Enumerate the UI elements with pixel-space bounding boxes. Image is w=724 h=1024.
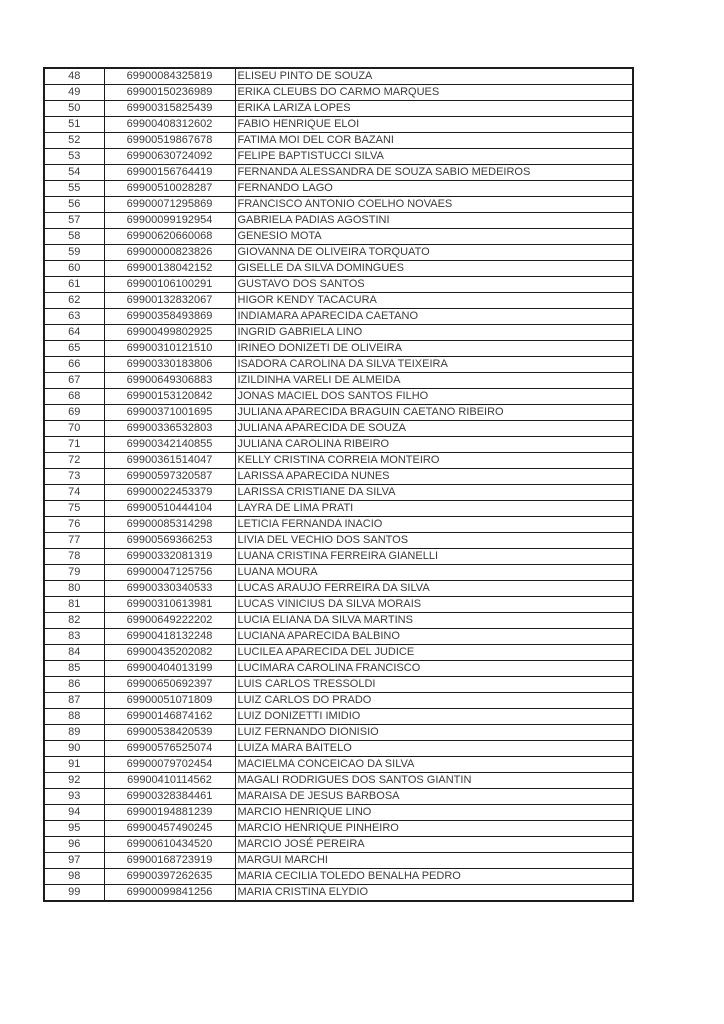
person-name-cell: ERIKA LARIZA LOPES xyxy=(235,101,633,117)
registration-id-cell: 69900435202082 xyxy=(104,645,235,661)
table-row xyxy=(44,629,633,645)
table-row xyxy=(44,885,633,902)
registration-id-cell: 69900418132248 xyxy=(104,629,235,645)
registration-id-cell: 69900330183806 xyxy=(104,357,235,373)
person-name-cell: LUCIMARA CAROLINA FRANCISCO xyxy=(235,661,633,677)
row-number-cell: 62 xyxy=(44,293,104,309)
row-number-cell: 96 xyxy=(44,837,104,853)
row-number-cell: 63 xyxy=(44,309,104,325)
row-number-cell: 87 xyxy=(44,693,104,709)
person-name-cell: MARCIO HENRIQUE LINO xyxy=(235,805,633,821)
person-name-cell: LAYRA DE LIMA PRATI xyxy=(235,501,633,517)
table-row xyxy=(44,853,633,869)
table-row xyxy=(44,277,633,293)
row-number-cell: 85 xyxy=(44,661,104,677)
registration-id-cell: 69900315825439 xyxy=(104,101,235,117)
person-name-cell: MARIA CRISTINA ELYDIO xyxy=(235,885,633,902)
table-row xyxy=(44,453,633,469)
table-row xyxy=(44,485,633,501)
registration-id-cell: 69900569366253 xyxy=(104,533,235,549)
person-name-cell: LUANA MOURA xyxy=(235,565,633,581)
table-row xyxy=(44,645,633,661)
registration-id-cell: 69900022453379 xyxy=(104,485,235,501)
table-row xyxy=(44,229,633,245)
person-name-cell: LUCILEA APARECIDA DEL JUDICE xyxy=(235,645,633,661)
table-row xyxy=(44,405,633,421)
registration-id-cell: 69900156764419 xyxy=(104,165,235,181)
person-name-cell: MARGUI MARCHI xyxy=(235,853,633,869)
registration-id-cell: 69900168723919 xyxy=(104,853,235,869)
person-name-cell: GIOVANNA DE OLIVEIRA TORQUATO xyxy=(235,245,633,261)
name-list-table xyxy=(43,67,634,902)
registration-id-cell: 69900510028287 xyxy=(104,181,235,197)
table-row xyxy=(44,85,633,101)
row-number-cell: 82 xyxy=(44,613,104,629)
registration-id-cell: 69900047125756 xyxy=(104,565,235,581)
person-name-cell: LUIZ CARLOS DO PRADO xyxy=(235,693,633,709)
row-number-cell: 75 xyxy=(44,501,104,517)
person-name-cell: LARISSA CRISTIANE DA SILVA xyxy=(235,485,633,501)
registration-id-cell: 69900620660068 xyxy=(104,229,235,245)
table-row xyxy=(44,789,633,805)
registration-id-cell: 69900138042152 xyxy=(104,261,235,277)
table-row xyxy=(44,805,633,821)
person-name-cell: JULIANA APARECIDA BRAGUIN CAETANO RIBEIRO xyxy=(235,405,633,421)
row-number-cell: 99 xyxy=(44,885,104,902)
row-number-cell: 66 xyxy=(44,357,104,373)
registration-id-cell: 69900330340533 xyxy=(104,581,235,597)
row-number-cell: 59 xyxy=(44,245,104,261)
table-row xyxy=(44,773,633,789)
registration-id-cell: 69900153120842 xyxy=(104,389,235,405)
row-number-cell: 51 xyxy=(44,117,104,133)
table-row xyxy=(44,677,633,693)
registration-id-cell: 69900099192954 xyxy=(104,213,235,229)
person-name-cell: LUIZ FERNANDO DIONISIO xyxy=(235,725,633,741)
registration-id-cell: 69900310613981 xyxy=(104,597,235,613)
person-name-cell: INGRID GABRIELA LINO xyxy=(235,325,633,341)
row-number-cell: 92 xyxy=(44,773,104,789)
person-name-cell: LUCAS ARAUJO FERREIRA DA SILVA xyxy=(235,581,633,597)
row-number-cell: 77 xyxy=(44,533,104,549)
person-name-cell: KELLY CRISTINA CORREIA MONTEIRO xyxy=(235,453,633,469)
registration-id-cell: 69900132832067 xyxy=(104,293,235,309)
row-number-cell: 61 xyxy=(44,277,104,293)
registration-id-cell: 69900597320587 xyxy=(104,469,235,485)
person-name-cell: LUCIA ELIANA DA SILVA MARTINS xyxy=(235,613,633,629)
registration-id-cell: 69900576525074 xyxy=(104,741,235,757)
registration-id-cell: 69900519867678 xyxy=(104,133,235,149)
registration-id-cell: 69900361514047 xyxy=(104,453,235,469)
table-row xyxy=(44,597,633,613)
registration-id-cell: 69900358493869 xyxy=(104,309,235,325)
person-name-cell: GENESIO MOTA xyxy=(235,229,633,245)
table-row xyxy=(44,581,633,597)
person-name-cell: MARCIO HENRIQUE PINHEIRO xyxy=(235,821,633,837)
table-row xyxy=(44,341,633,357)
row-number-cell: 95 xyxy=(44,821,104,837)
registration-id-cell: 69900084325819 xyxy=(104,68,235,85)
registration-id-cell: 69900649306883 xyxy=(104,373,235,389)
person-name-cell: LETICIA FERNANDA INACIO xyxy=(235,517,633,533)
registration-id-cell: 69900085314298 xyxy=(104,517,235,533)
table-row xyxy=(44,741,633,757)
person-name-cell: FABIO HENRIQUE ELOI xyxy=(235,117,633,133)
person-name-cell: GUSTAVO DOS SANTOS xyxy=(235,277,633,293)
row-number-cell: 53 xyxy=(44,149,104,165)
registration-id-cell: 69900051071809 xyxy=(104,693,235,709)
table-row xyxy=(44,469,633,485)
table-row xyxy=(44,869,633,885)
person-name-cell: LUCIANA APARECIDA BALBINO xyxy=(235,629,633,645)
name-list-table-body xyxy=(44,68,633,901)
person-name-cell: LUIZA MARA BAITELO xyxy=(235,741,633,757)
table-row xyxy=(44,725,633,741)
person-name-cell: MAGALI RODRIGUES DOS SANTOS GIANTIN xyxy=(235,773,633,789)
row-number-cell: 57 xyxy=(44,213,104,229)
row-number-cell: 69 xyxy=(44,405,104,421)
person-name-cell: FELIPE BAPTISTUCCI SILVA xyxy=(235,149,633,165)
row-number-cell: 76 xyxy=(44,517,104,533)
registration-id-cell: 69900194881239 xyxy=(104,805,235,821)
row-number-cell: 78 xyxy=(44,549,104,565)
person-name-cell: IZILDINHA VARELI DE ALMEIDA xyxy=(235,373,633,389)
row-number-cell: 52 xyxy=(44,133,104,149)
registration-id-cell: 69900410114562 xyxy=(104,773,235,789)
table-row xyxy=(44,245,633,261)
registration-id-cell: 69900408312602 xyxy=(104,117,235,133)
registration-id-cell: 69900630724092 xyxy=(104,149,235,165)
table-row xyxy=(44,565,633,581)
table-row xyxy=(44,165,633,181)
table-row xyxy=(44,309,633,325)
person-name-cell: MACIELMA CONCEICAO DA SILVA xyxy=(235,757,633,773)
registration-id-cell: 69900457490245 xyxy=(104,821,235,837)
table-row xyxy=(44,261,633,277)
person-name-cell: ELISEU PINTO DE SOUZA xyxy=(235,68,633,85)
person-name-cell: LUCAS VINICIUS DA SILVA MORAIS xyxy=(235,597,633,613)
table-row xyxy=(44,501,633,517)
registration-id-cell: 69900150236989 xyxy=(104,85,235,101)
row-number-cell: 68 xyxy=(44,389,104,405)
registration-id-cell: 69900099841256 xyxy=(104,885,235,902)
row-number-cell: 80 xyxy=(44,581,104,597)
registration-id-cell: 69900079702454 xyxy=(104,757,235,773)
table-row xyxy=(44,613,633,629)
table-row xyxy=(44,837,633,853)
registration-id-cell: 69900649222202 xyxy=(104,613,235,629)
row-number-cell: 64 xyxy=(44,325,104,341)
person-name-cell: INDIAMARA APARECIDA CAETANO xyxy=(235,309,633,325)
registration-id-cell: 69900397262635 xyxy=(104,869,235,885)
registration-id-cell: 69900538420539 xyxy=(104,725,235,741)
table-row xyxy=(44,149,633,165)
table-row xyxy=(44,709,633,725)
table-row xyxy=(44,389,633,405)
registration-id-cell: 69900106100291 xyxy=(104,277,235,293)
row-number-cell: 56 xyxy=(44,197,104,213)
row-number-cell: 91 xyxy=(44,757,104,773)
table-row xyxy=(44,117,633,133)
table-row xyxy=(44,197,633,213)
table-row xyxy=(44,133,633,149)
row-number-cell: 97 xyxy=(44,853,104,869)
table-row xyxy=(44,661,633,677)
registration-id-cell: 69900499802925 xyxy=(104,325,235,341)
registration-id-cell: 69900000823826 xyxy=(104,245,235,261)
person-name-cell: LUIS CARLOS TRESSOLDI xyxy=(235,677,633,693)
person-name-cell: FERNANDO LAGO xyxy=(235,181,633,197)
row-number-cell: 83 xyxy=(44,629,104,645)
row-number-cell: 74 xyxy=(44,485,104,501)
table-row xyxy=(44,693,633,709)
person-name-cell: FRANCISCO ANTONIO COELHO NOVAES xyxy=(235,197,633,213)
registration-id-cell: 69900650692397 xyxy=(104,677,235,693)
row-number-cell: 50 xyxy=(44,101,104,117)
person-name-cell: LUANA CRISTINA FERREIRA GIANELLI xyxy=(235,549,633,565)
row-number-cell: 58 xyxy=(44,229,104,245)
table-row xyxy=(44,101,633,117)
row-number-cell: 54 xyxy=(44,165,104,181)
person-name-cell: MARCIO JOSÉ PEREIRA xyxy=(235,837,633,853)
row-number-cell: 86 xyxy=(44,677,104,693)
table-row xyxy=(44,821,633,837)
table-row xyxy=(44,517,633,533)
row-number-cell: 79 xyxy=(44,565,104,581)
person-name-cell: JONAS MACIEL DOS SANTOS FILHO xyxy=(235,389,633,405)
person-name-cell: LUIZ DONIZETTI IMIDIO xyxy=(235,709,633,725)
row-number-cell: 60 xyxy=(44,261,104,277)
row-number-cell: 93 xyxy=(44,789,104,805)
row-number-cell: 65 xyxy=(44,341,104,357)
row-number-cell: 48 xyxy=(44,68,104,85)
person-name-cell: LARISSA APARECIDA NUNES xyxy=(235,469,633,485)
registration-id-cell: 69900510444104 xyxy=(104,501,235,517)
row-number-cell: 89 xyxy=(44,725,104,741)
registration-id-cell: 69900610434520 xyxy=(104,837,235,853)
person-name-cell: HIGOR KENDY TACACURA xyxy=(235,293,633,309)
person-name-cell: ISADORA CAROLINA DA SILVA TEIXEIRA xyxy=(235,357,633,373)
registration-id-cell: 69900146874162 xyxy=(104,709,235,725)
table-row xyxy=(44,68,633,85)
row-number-cell: 67 xyxy=(44,373,104,389)
registration-id-cell: 69900371001695 xyxy=(104,405,235,421)
person-name-cell: JULIANA CAROLINA RIBEIRO xyxy=(235,437,633,453)
person-name-cell: ERIKA CLEUBS DO CARMO MARQUES xyxy=(235,85,633,101)
person-name-cell: GABRIELA PADIAS AGOSTINI xyxy=(235,213,633,229)
row-number-cell: 81 xyxy=(44,597,104,613)
registration-id-cell: 69900336532803 xyxy=(104,421,235,437)
table-row xyxy=(44,373,633,389)
table-row xyxy=(44,357,633,373)
person-name-cell: JULIANA APARECIDA DE SOUZA xyxy=(235,421,633,437)
person-name-cell: GISELLE DA SILVA DOMINGUES xyxy=(235,261,633,277)
registration-id-cell: 69900328384461 xyxy=(104,789,235,805)
row-number-cell: 55 xyxy=(44,181,104,197)
row-number-cell: 90 xyxy=(44,741,104,757)
person-name-cell: MARAISA DE JESUS BARBOSA xyxy=(235,789,633,805)
table-row xyxy=(44,533,633,549)
table-row xyxy=(44,293,633,309)
registration-id-cell: 69900310121510 xyxy=(104,341,235,357)
registration-id-cell: 69900332081319 xyxy=(104,549,235,565)
row-number-cell: 71 xyxy=(44,437,104,453)
row-number-cell: 94 xyxy=(44,805,104,821)
person-name-cell: FATIMA MOI DEL COR BAZANI xyxy=(235,133,633,149)
person-name-cell: IRINEO DONIZETI DE OLIVEIRA xyxy=(235,341,633,357)
person-name-cell: LIVIA DEL VECHIO DOS SANTOS xyxy=(235,533,633,549)
person-name-cell: FERNANDA ALESSANDRA DE SOUZA SABIO MEDEIROS xyxy=(235,165,633,181)
person-name-cell: MARIA CECILIA TOLEDO BENALHA PEDRO xyxy=(235,869,633,885)
row-number-cell: 84 xyxy=(44,645,104,661)
table-row xyxy=(44,549,633,565)
registration-id-cell: 69900342140855 xyxy=(104,437,235,453)
row-number-cell: 72 xyxy=(44,453,104,469)
table-row xyxy=(44,181,633,197)
row-number-cell: 70 xyxy=(44,421,104,437)
table-row xyxy=(44,757,633,773)
row-number-cell: 98 xyxy=(44,869,104,885)
table-row xyxy=(44,325,633,341)
registration-id-cell: 69900071295869 xyxy=(104,197,235,213)
row-number-cell: 88 xyxy=(44,709,104,725)
row-number-cell: 73 xyxy=(44,469,104,485)
row-number-cell: 49 xyxy=(44,85,104,101)
table-row xyxy=(44,437,633,453)
table-row xyxy=(44,213,633,229)
registration-id-cell: 69900404013199 xyxy=(104,661,235,677)
table-row xyxy=(44,421,633,437)
